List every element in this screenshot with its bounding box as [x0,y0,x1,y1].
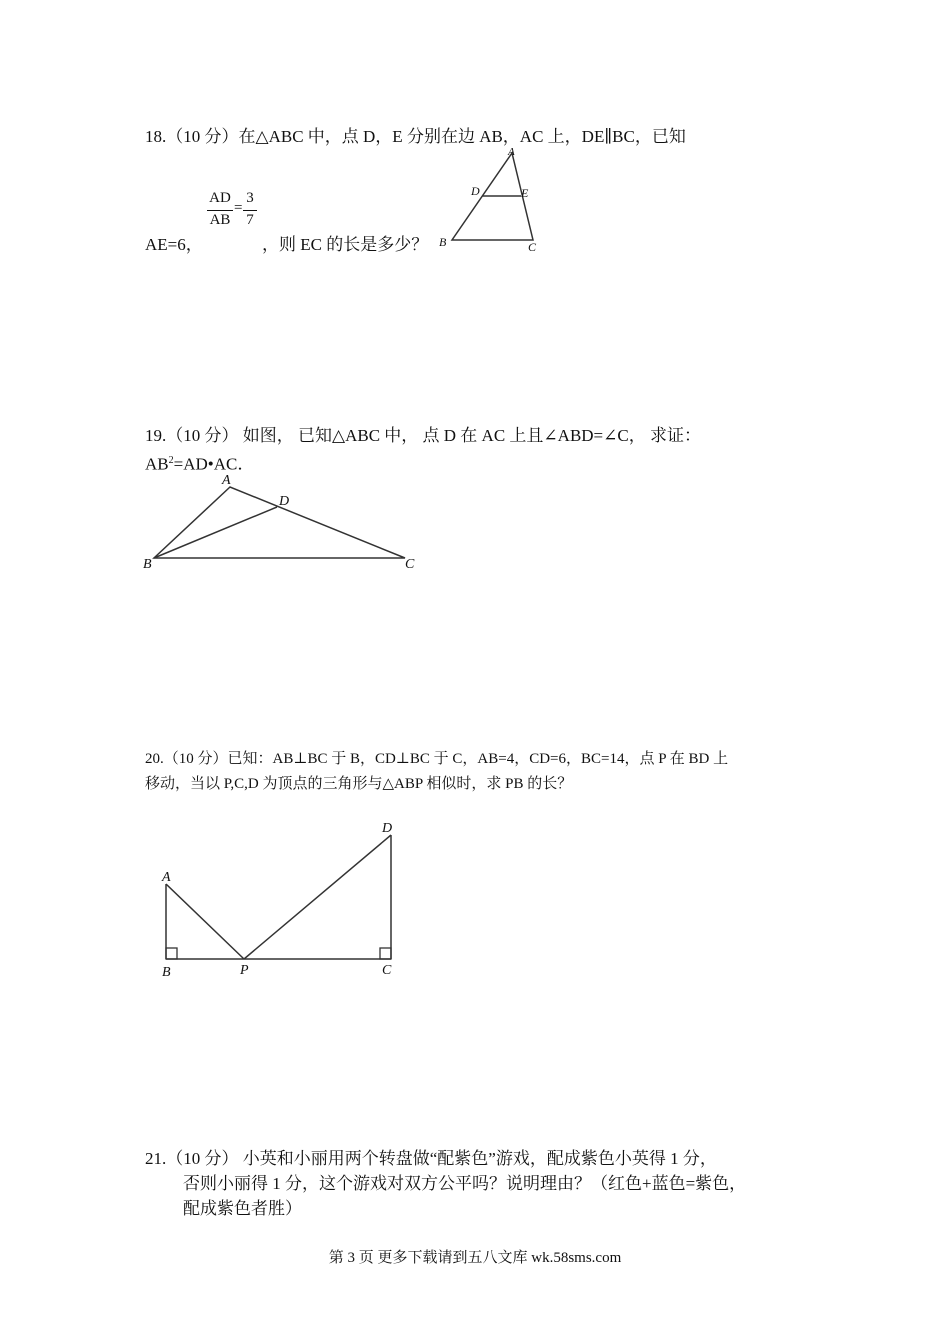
label-c: C [528,240,537,254]
label-b: B [143,557,152,572]
q20-line2: 移动，当以 P,C,D 为顶点的三角形与△ABP 相似时，求 PB 的长？ [145,776,573,792]
label-b: B [162,965,171,980]
right-angle-c [380,948,391,959]
right-angle-b [166,948,177,959]
fraction-denominator-2: 7 [246,212,254,228]
q19-figure [135,465,435,580]
label-a: A [222,473,231,488]
fraction-numerator: AD [209,190,231,206]
q19-sup: 2 [168,455,174,466]
q18-ae: AE=6， [145,235,203,254]
q19-line1: 19.（10 分） 如图， 已知△ABC 中， 点 D 在 AC 上且∠ABD=∠C， 求证： [145,426,701,445]
label-c: C [405,557,415,572]
page-footer: 第 3 页 更多下载请到五八文库 wk.58sms.com [328,1250,622,1266]
q19-rest: =AD•AC． [173,454,255,474]
label-b: B [439,235,447,249]
label-d: D [382,821,393,836]
label-d: D [471,184,480,198]
q21-line1: 21.（10 分） 小英和小丽用两个转盘做“配紫色”游戏，配成紫色小英得 1 分， [145,1149,717,1168]
q19-ab: AB [145,454,169,474]
fraction-denominator: AB [209,212,231,228]
segment-ap [166,884,244,959]
label-p: P [240,963,249,978]
label-a: A [162,870,171,885]
segment-bd [154,507,277,558]
q21-line3: 配成紫色者胜） [183,1199,302,1218]
q18-fraction [207,190,257,234]
fraction-numerator-2: 3 [246,190,254,206]
q20-figure [150,815,420,985]
q18-question: ，则 EC 的长是多少？ [262,235,429,254]
fraction-equals: = [234,200,243,216]
label-d: D [279,494,290,509]
segment-pd [244,835,391,959]
q21-line2: 否则小丽得 1 分，这个游戏对双方公平吗？说明理由？（红色+蓝色=紫色， [183,1174,747,1193]
q18-figure [435,145,545,255]
q18-line1: 18.（10 分）在△ABC 中，点 D，E 分别在边 AB，AC 上，DE∥BC，已知 [145,127,686,146]
q20-line1: 20.（10 分）已知：AB⊥BC 于 B，CD⊥BC 于 C，AB=4，CD=6，BC=14，点 P 在 BD 上 [145,751,729,767]
label-a: A [508,146,515,158]
label-e: E [521,186,529,200]
label-c: C [382,963,392,978]
